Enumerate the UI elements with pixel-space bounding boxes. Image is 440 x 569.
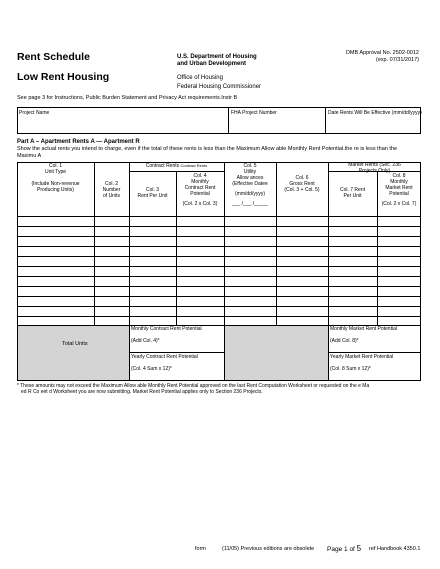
col2-name1: Number (102, 187, 121, 193)
col8-header (377, 173, 421, 207)
dept-line2: and Urban Development (177, 61, 247, 67)
totals-mid-line (328, 352, 421, 353)
part-a-instruction-line2: Maximu A (17, 152, 42, 159)
footnote-line2: ed R Co eet d Worksheet you are now submitting. Market Rent Potential applies only to Section 236 Projects. (21, 389, 263, 395)
header-bottom-line (17, 216, 421, 217)
col4-formula: (Col. 2 x Col. 3) (182, 201, 218, 207)
row-line (17, 316, 421, 317)
part-a-instruction (17, 146, 397, 159)
totals-mid-line (129, 352, 224, 353)
col1-note1: (Include Non-revenue (31, 181, 80, 187)
col6-header (276, 175, 328, 193)
col2-header (94, 181, 129, 199)
form-subtitle: Low Rent Housing (17, 71, 110, 83)
instructions-note: See page 3 for Instructions, Public Burden Statement and Privacy Act requirements.Instr B (17, 95, 238, 101)
footer-editions: (11/05) Previous editions are obsolete (222, 546, 315, 552)
col8-num: Col. 8 (392, 173, 406, 179)
col7-header (328, 187, 377, 199)
market-group-label1: Market Rents (Sec. 236 (348, 162, 401, 168)
col4-name3: Potential (190, 191, 210, 197)
col8-name2: Market Rent (385, 185, 413, 191)
omb-expiration: (exp. 07/31/2017) (375, 56, 419, 63)
field-divider (325, 107, 326, 134)
col1-num: Col. 1 (48, 163, 63, 169)
col4-num: Col. 4 (193, 173, 207, 179)
col5-name2: Allow ances (236, 175, 264, 181)
col4-name1: Monthly (191, 179, 209, 185)
col8-name3: Potential (389, 191, 409, 197)
row-line (17, 226, 421, 227)
col8-sum-label: (Col. 8 Sum x 12)* (330, 366, 371, 372)
of-label: of (349, 546, 355, 553)
yearly-market-label: Yearly Market Rent Potential (330, 354, 394, 360)
row-line (17, 246, 421, 247)
effective-date-label: Date Rents Will Be Effective (mm/dd/yyyy) (328, 110, 422, 116)
dept-line1: U.S. Department of Housing (177, 54, 257, 60)
row-line (17, 236, 421, 237)
omb-approval (316, 50, 419, 63)
footnote-line1: * These amounts may not exceed the Maximum Allow able Monthly Rent Potential approved on the last Rent Computation Worksheet or requested on the e Ma (17, 383, 370, 389)
project-name-input[interactable] (19, 118, 225, 132)
field-divider (228, 107, 229, 134)
office-line2: Federal Housing Commissioner (177, 84, 262, 90)
office-line1: Office of Housing (177, 75, 223, 81)
total-units-label: Total Units (62, 341, 88, 347)
page-indicator (327, 544, 361, 553)
footnote (17, 383, 421, 395)
project-name-label: Project Name (19, 110, 50, 116)
col2-num: Col. 2 (104, 181, 119, 187)
effective-date-input[interactable] (328, 118, 419, 132)
yearly-contract-label: Yearly Contract Rent Potential (131, 354, 198, 360)
fha-project-number-input[interactable] (231, 118, 323, 132)
col1-name: Unit Type (44, 169, 67, 175)
col7-num: Col. 7 Rent (339, 187, 365, 193)
form-title: Rent Schedule (17, 51, 90, 63)
col5-name1: Utility (243, 169, 257, 175)
col1-note2: Producing Units) (37, 187, 74, 193)
col6-formula: (Col. 3 + Col. 5) (284, 187, 320, 193)
add-col8-label: (Add Col. 8)* (330, 338, 359, 344)
col3-num: Col. 3 (145, 187, 160, 193)
contract-group-label: Contract Rents (145, 163, 180, 169)
footer-form-label: form (195, 546, 206, 552)
department-name (177, 54, 257, 68)
col5-effective: (Effective Datee (232, 181, 268, 187)
omb-number: OMB Approval No. 2502-0012 (345, 50, 419, 56)
col2-name2: of Units (103, 193, 120, 199)
col1-header (17, 163, 94, 193)
col4-sum-label: (Col. 4 Sum x 12)* (131, 366, 172, 372)
fha-project-number-label: FHA Project Number (231, 110, 277, 116)
page-total: 5 (356, 544, 362, 553)
handbook-ref: ref Handbook 4350.1 (369, 546, 421, 552)
row-line (17, 286, 421, 287)
col5-date-input[interactable]: ___ /___ /_____ (231, 201, 269, 207)
contract-rents-group-header (129, 163, 224, 169)
col5-header (224, 163, 276, 207)
col7-name: Per Unit (343, 193, 362, 199)
row-line (17, 306, 421, 307)
col6-name: Gross Rent (289, 181, 315, 187)
col8-name1: Monthly (390, 179, 408, 185)
col3-header (129, 187, 176, 199)
monthly-market-label: Monthly Market Rent Potential (330, 326, 397, 332)
row-line (17, 256, 421, 257)
office-name (177, 74, 261, 92)
col3-name: Rent Per Unit (137, 193, 168, 199)
monthly-contract-label: Monthly Contract Rent Potential (131, 326, 202, 332)
col5-date-format: (mm/dd/yyyy) (235, 191, 265, 197)
market-group-label2: Projects Only) (358, 168, 391, 174)
add-col4-label: (Add Col. 4)* (131, 338, 160, 344)
col6-num: Col. 6 (295, 175, 309, 181)
row-line (17, 276, 421, 277)
col4-name2: Contract Rent (184, 185, 216, 191)
contract-group-label-small: Contract Rents (180, 163, 208, 168)
part-a-instruction-line1: Show the actual rents you intend to charge, even if the total of these rents is less than the Maximum Allow able Monthly Rent Potential.the re is less than the (17, 146, 398, 152)
col8-formula: (Col. 2 x Col. 7) (381, 201, 417, 207)
col4-header (176, 173, 224, 207)
part-a-title: Part A – Apartment Rents A — Apartment R (17, 139, 140, 145)
page-label: Page (327, 546, 343, 553)
col5-num: Col. 5 (243, 163, 257, 169)
row-line (17, 266, 421, 267)
group-line (129, 171, 224, 172)
page-number: 1 (344, 546, 348, 553)
row-line (17, 296, 421, 297)
